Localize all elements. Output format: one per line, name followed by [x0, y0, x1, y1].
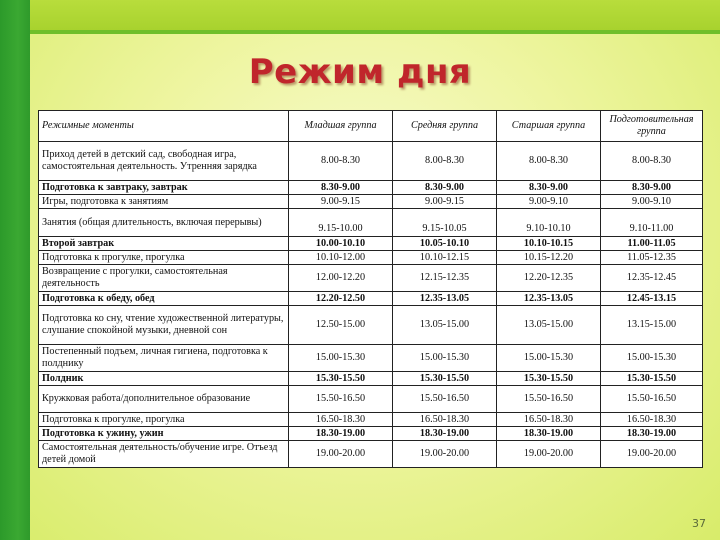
table-row — [39, 142, 703, 181]
time-cell: 15.30-15.50 — [601, 372, 703, 386]
time-cell: 15.00-15.30 — [497, 345, 601, 372]
table-header-row — [39, 111, 703, 142]
table-row — [39, 345, 703, 372]
time-cell: 19.00-20.00 — [601, 441, 703, 468]
activity-cell: Подготовка к обеду, обед — [39, 292, 289, 306]
time-cell: 10.05-10.10 — [393, 237, 497, 251]
activity-cell: Подготовка ко сну, чтение художественной литературы, слушание спокойной музыки, дневной сон — [39, 306, 289, 345]
time-cell: 15.00-15.30 — [289, 345, 393, 372]
table-row — [39, 265, 703, 292]
time-cell: 15.50-16.50 — [393, 386, 497, 413]
time-cell: 18.30-19.00 — [601, 427, 703, 441]
activity-cell: Кружковая работа/дополнительное образование — [39, 386, 289, 413]
time-cell: 8.00-8.30 — [601, 142, 703, 181]
activity-cell: Подготовка к прогулке, прогулка — [39, 413, 289, 427]
time-cell: 15.50-16.50 — [289, 386, 393, 413]
time-cell: 18.30-19.00 — [393, 427, 497, 441]
time-cell: 15.30-15.50 — [497, 372, 601, 386]
table-row — [39, 306, 703, 345]
time-cell: 13.05-15.00 — [497, 306, 601, 345]
time-cell: 18.30-19.00 — [497, 427, 601, 441]
time-cell: 12.35-13.05 — [497, 292, 601, 306]
time-cell: 12.20-12.50 — [289, 292, 393, 306]
table-row — [39, 386, 703, 413]
time-cell: 16.50-18.30 — [497, 413, 601, 427]
time-cell: 15.30-15.50 — [393, 372, 497, 386]
time-cell: 12.35-12.45 — [601, 265, 703, 292]
activity-cell: Возвращение с прогулки, самостоятельная деятельность — [39, 265, 289, 292]
time-cell: 11.00-11.05 — [601, 237, 703, 251]
time-cell: 8.30-9.00 — [497, 181, 601, 195]
time-cell: 10.00-10.10 — [289, 237, 393, 251]
time-cell: 11.05-12.35 — [601, 251, 703, 265]
time-cell: 12.20-12.35 — [497, 265, 601, 292]
time-cell: 10.10-12.15 — [393, 251, 497, 265]
time-cell: 12.15-12.35 — [393, 265, 497, 292]
time-cell: 12.00-12.20 — [289, 265, 393, 292]
table-row — [39, 181, 703, 195]
activity-cell: Второй завтрак — [39, 237, 289, 251]
time-cell: 16.50-18.30 — [393, 413, 497, 427]
activity-cell: Полдник — [39, 372, 289, 386]
time-cell: 12.45-13.15 — [601, 292, 703, 306]
header-activity: Режимные моменты — [39, 111, 289, 142]
time-cell: 8.00-8.30 — [393, 142, 497, 181]
time-cell: 8.30-9.00 — [289, 181, 393, 195]
time-cell: 15.50-16.50 — [497, 386, 601, 413]
table-row — [39, 251, 703, 265]
time-cell: 10.10-10.15 — [497, 237, 601, 251]
time-cell: 19.00-20.00 — [289, 441, 393, 468]
time-cell: 19.00-20.00 — [497, 441, 601, 468]
time-cell: 15.00-15.30 — [393, 345, 497, 372]
activity-cell: Самостоятельная деятельность/обучение игре. Отъезд детей домой — [39, 441, 289, 468]
top-decorative-bar — [30, 0, 720, 30]
header-middle-group: Средняя группа — [393, 111, 497, 142]
time-cell: 8.00-8.30 — [497, 142, 601, 181]
table-row — [39, 441, 703, 468]
header-preparatory-group: Подготовительная группа — [601, 111, 703, 142]
activity-cell: Постепенный подъем, личная гигиена, подготовка к полднику — [39, 345, 289, 372]
top-decorative-line — [30, 30, 720, 34]
time-cell: 13.15-15.00 — [601, 306, 703, 345]
activity-cell: Приход детей в детский сад, свободная игра, самостоятельная деятельность. Утренняя зарядка — [39, 142, 289, 181]
time-cell: 8.30-9.00 — [393, 181, 497, 195]
time-cell: 9.00-9.10 — [601, 195, 703, 209]
time-cell: 19.00-20.00 — [393, 441, 497, 468]
time-cell: 15.00-15.30 — [601, 345, 703, 372]
table-row — [39, 237, 703, 251]
time-cell: 18.30-19.00 — [289, 427, 393, 441]
time-cell: 9.10-11.00 — [601, 209, 703, 237]
time-cell: 15.50-16.50 — [601, 386, 703, 413]
table-row — [39, 413, 703, 427]
time-cell: 9.15-10.00 — [289, 209, 393, 237]
time-cell: 16.50-18.30 — [289, 413, 393, 427]
time-cell: 16.50-18.30 — [601, 413, 703, 427]
time-cell: 8.00-8.30 — [289, 142, 393, 181]
header-junior-group: Младшая группа — [289, 111, 393, 142]
activity-cell: Подготовка к завтраку, завтрак — [39, 181, 289, 195]
schedule-table — [38, 110, 703, 468]
time-cell: 9.10-10.10 — [497, 209, 601, 237]
time-cell: 9.15-10.05 — [393, 209, 497, 237]
page-title: Режим дня — [248, 52, 472, 92]
activity-cell: Игры, подготовка к занятиям — [39, 195, 289, 209]
table-row — [39, 195, 703, 209]
table-row — [39, 292, 703, 306]
time-cell: 13.05-15.00 — [393, 306, 497, 345]
time-cell: 9.00-9.10 — [497, 195, 601, 209]
activity-cell: Занятия (общая длительность, включая перерывы) — [39, 209, 289, 237]
time-cell: 9.00-9.15 — [393, 195, 497, 209]
activity-cell: Подготовка к прогулке, прогулка — [39, 251, 289, 265]
table-row — [39, 427, 703, 441]
activity-cell: Подготовка к ужину, ужин — [39, 427, 289, 441]
time-cell: 9.00-9.15 — [289, 195, 393, 209]
time-cell: 12.35-13.05 — [393, 292, 497, 306]
table-row — [39, 372, 703, 386]
time-cell: 12.50-15.00 — [289, 306, 393, 345]
time-cell: 8.30-9.00 — [601, 181, 703, 195]
time-cell: 10.15-12.20 — [497, 251, 601, 265]
table-row — [39, 209, 703, 237]
time-cell: 15.30-15.50 — [289, 372, 393, 386]
time-cell: 10.10-12.00 — [289, 251, 393, 265]
slide-number: 37 — [692, 517, 706, 530]
header-senior-group: Старшая группа — [497, 111, 601, 142]
